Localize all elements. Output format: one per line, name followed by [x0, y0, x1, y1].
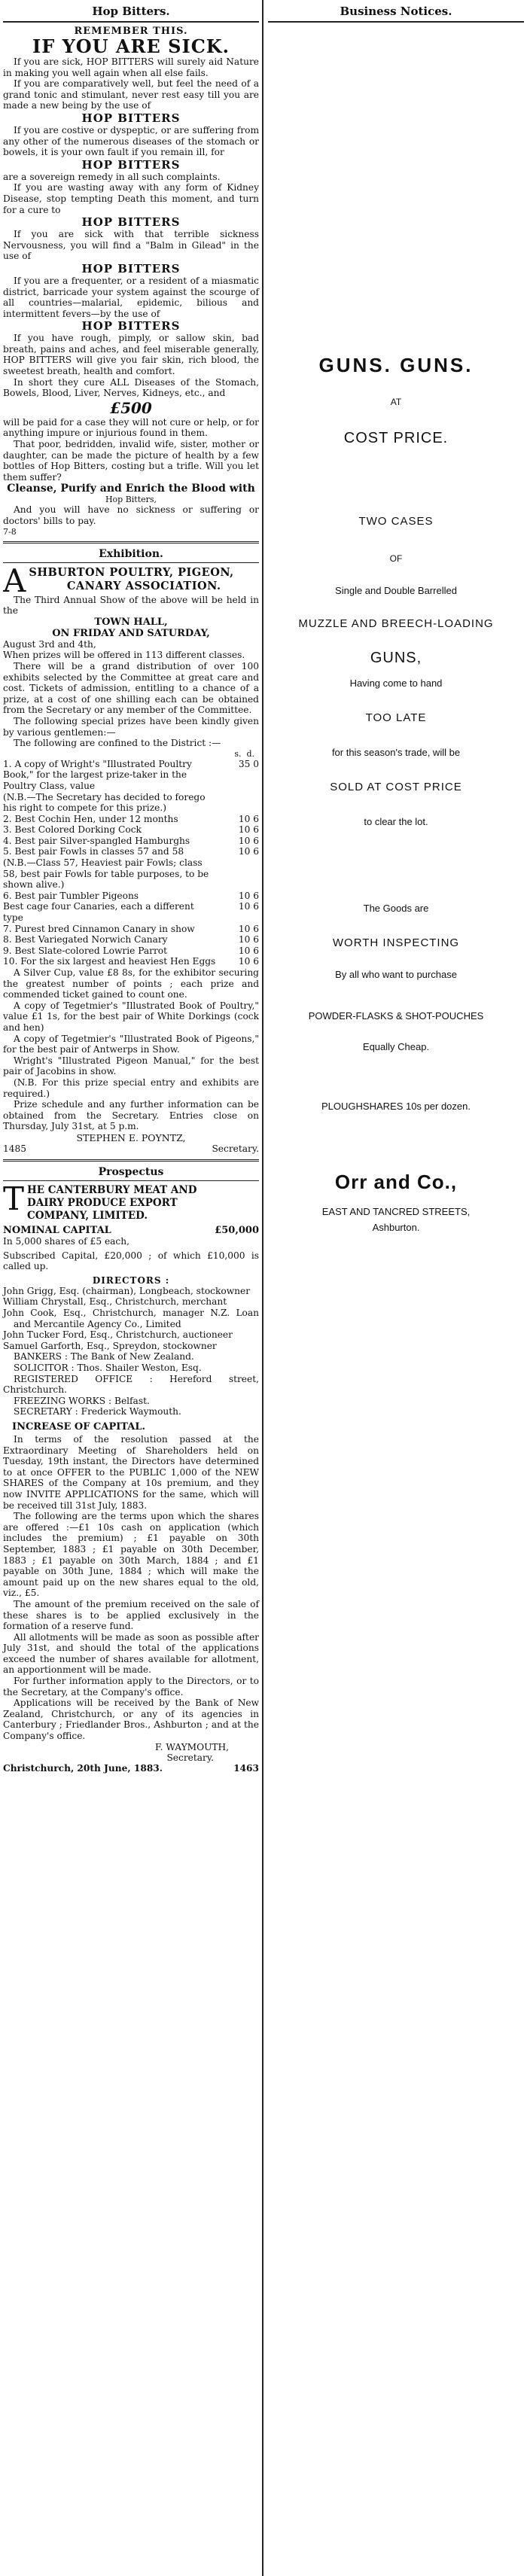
exhibition-para-7: Wright's "Illustrated Pigeon Manual," for the best pair of Jacobins in show. — [3, 1055, 259, 1077]
exhibition-title-1: SHBURTON POULTRY, PIGEON, — [29, 565, 234, 579]
exhibition-footer — [3, 1143, 259, 1155]
hop-para-1: If you are sick, HOP BITTERS will surely aid Nature in making you well again when all else fails. — [3, 56, 259, 78]
prospectus-ad — [3, 1184, 259, 1774]
at-line: AT — [390, 397, 402, 407]
prospectus-date: Christchurch, 20th June, 1883. — [3, 1762, 163, 1774]
prize-value: 10 6 — [238, 824, 259, 836]
equally-cheap: Equally Cheap. — [362, 1041, 430, 1052]
column-divider — [262, 0, 264, 2576]
exhibition-para-3: The following are confined to the District :— — [14, 738, 221, 749]
hop-para-6: If you are sick with that terrible sickness Nervousness, you will find a "Balm in Gilead" in the use of — [3, 229, 259, 262]
prize-text: 5. Best pair Fowls in classes 57 and 58 — [3, 846, 184, 857]
prize-value: 10 6 — [238, 956, 259, 967]
hop-para-4: are a sovereign remedy in all such complaints. — [3, 171, 221, 182]
secretary-line: SECRETARY : Frederick Waymouth. — [14, 1406, 181, 1417]
bankers-line: BANKERS : The Bank of New Zealand. — [14, 1351, 194, 1363]
directors-list — [3, 1286, 259, 1352]
firm-town: Ashburton. — [372, 1222, 420, 1233]
prospectus-title-1: HE CANTERBURY MEAT AND — [27, 1183, 197, 1196]
guns-ad — [268, 354, 524, 1233]
cost-price: COST PRICE. — [343, 430, 449, 446]
muzzle-breech: MUZZLE AND BREECH-LOADING — [298, 617, 494, 630]
prize-value: 10 6 — [238, 890, 259, 901]
prize-item — [3, 934, 259, 945]
exhibition-para-8: (N.B. For this prize special entry and exhibits are required.) — [3, 1076, 259, 1099]
hop-bitters-line-1: HOP BITTERS — [81, 111, 181, 125]
prize-text: 10. For the six largest and heaviest Hen Eggs — [3, 956, 216, 967]
prize-value — [217, 857, 259, 891]
hop-bitters-line-3: HOP BITTERS — [81, 215, 181, 230]
prize-text: 6. Best pair Tumbler Pigeons — [3, 890, 139, 901]
prospectus-ref: 1463 — [233, 1762, 259, 1774]
exhibition-header: Exhibition. — [3, 548, 259, 563]
too-late: TOO LATE — [365, 711, 427, 724]
worth-inspecting: WORTH INSPECTING — [332, 936, 460, 949]
having-come: Having come to hand — [349, 677, 443, 689]
prize-text: 1. A copy of Wright's "Illustrated Poultry Book," for the largest prize-taker in the Poultry Class, value — [3, 758, 192, 791]
director-entry: Samuel Garforth, Esq., Spreydon, stockowner — [3, 1340, 217, 1351]
nominal-capital — [3, 1226, 259, 1237]
left-column — [3, 0, 259, 1774]
ploughshares: PLOUGHSHARES 10s per dozen. — [321, 1101, 471, 1112]
season-line: for this season's trade, will be — [331, 747, 461, 758]
prize-item — [3, 814, 259, 825]
exhibition-para-9: Prize schedule and any further information can be obtained from the Secretary. Entries close on Thursday, July 31st, at 5 p.m. — [3, 1099, 259, 1132]
solicitor-line: SOLICITOR : Thos. Shailer Weston, Esq. — [14, 1363, 202, 1374]
prize-text: 7. Purest bred Cinnamon Canary in show — [3, 923, 195, 934]
prize-value: 35 0 — [238, 758, 259, 769]
prize-value: 10 6 — [238, 923, 259, 934]
drop-cap-t: T — [3, 1183, 25, 1217]
shares-line: In 5,000 shares of £5 each, — [3, 1236, 129, 1247]
hop-para-12: And you will have no sickness or suffering or doctors' bills to pay. — [3, 504, 259, 526]
prize-item — [3, 857, 259, 891]
divider — [3, 1159, 259, 1162]
prospectus-para-3: The amount of the premium received on the sale of these shares is to be applied exclusively in the formation of a reserve fund. — [3, 1598, 259, 1632]
prize-text: Best cage four Canaries, each a different type — [3, 901, 194, 924]
prize-item — [3, 901, 259, 923]
guns-line: GUNS, — [370, 650, 422, 666]
goods-are: The Goods are — [363, 903, 429, 914]
of-line: OF — [389, 553, 403, 564]
by-all: By all who want to purchase — [335, 969, 457, 980]
clear-lot: to clear the lot. — [364, 816, 428, 827]
prize-value: 10 6 — [238, 846, 259, 857]
powder-flasks: POWDER-FLASKS & SHOT-POUCHES — [308, 1010, 484, 1022]
hop-para-10: will be paid for a case they will not cure or help, or for anything impure or injurious found in them. — [3, 416, 259, 439]
prize-text: 9. Best Slate-colored Lowrie Parrot — [3, 945, 168, 956]
prospectus-signature: F. WAYMOUTH, — [155, 1741, 229, 1752]
prize-text: 2. Best Cochin Hen, under 12 months — [3, 813, 178, 824]
hop-bitters-header: Hop Bitters. — [3, 0, 259, 23]
currency-header: s. d. — [234, 748, 254, 759]
prospectus-para-1: In terms of the resolution passed at the Extraordinary Meeting of Shareholders held on Tuesday, 19th instant, the Directors have determined to at once OFFER to the PUBLIC 1,000 of the NEW SHARES of the Company at 10s premium, and they now INVITE APPLICATIONS for the same, which will be received till 31st July, 1883. — [3, 1434, 259, 1511]
prospectus-para-2: The following are the terms upon which the shares are offered :—£1 10s cash on application (which includes the premium) ; £1 payable on 30th September, 1883 ; £1 payable on 30th December, 1883 ; £1 payable on 30th March, 1884 ; and £1 payable on 30th June, 1884 ; which will make the amount paid up on the new shares equal to the old, viz., £5. — [3, 1511, 259, 1599]
prize-item — [3, 759, 259, 792]
hop-bitters-line-4: HOP BITTERS — [81, 261, 181, 276]
hop-bitters-line-2: HOP BITTERS — [81, 157, 181, 172]
two-cases: TWO CASES — [358, 515, 434, 528]
reward-amount: £500 — [110, 398, 152, 417]
cleanse-line: Cleanse, Purify and Enrich the Blood with — [7, 483, 255, 495]
exhibition-para-1: There will be a grand distribution of over 100 exhibits selected by the Committee at great care and cost. Tickets of admission, entitling to a chance of a prize, at a cost of one shilling each can be obtained from the Secretary or any member of the Committee. — [3, 660, 259, 716]
exhibition-intro: The Third Annual Show of the above will be held in the — [3, 594, 259, 617]
hop-bitters-ad — [3, 26, 259, 537]
director-entry: John Grigg, Esq. (chairman), Longbeach, stockowner — [3, 1285, 251, 1296]
office-line: REGISTERED OFFICE : Hereford street, Christchurch. — [3, 1373, 259, 1396]
exhibition-para-4: A Silver Cup, value £8 8s, for the exhibitor securing the greatest number of points ; each prize and commended ticket gained to count one. — [3, 967, 259, 1000]
exhibition-title-2: CANARY ASSOCIATION. — [66, 579, 221, 592]
show-dates: ON FRIDAY AND SATURDAY, — [52, 627, 210, 639]
right-column — [268, 0, 524, 1233]
prize-item — [3, 891, 259, 902]
prospectus-para-6: Applications will be received by the Bank of New Zealand, Christchurch, or any of its agencies in Canterbury ; Friedlander Bros., Ashburton ; and at the Company's office. — [3, 1698, 259, 1742]
exhibition-para-5: A copy of Tegetmier's "Illustrated Book of Poultry," value £1 1s, for the best pair of White Dorkings (cock and hen) — [3, 1000, 259, 1033]
works-line: FREEZING WORKS : Belfast. — [14, 1395, 150, 1406]
exhibition-signature: STEPHEN E. POYNTZ, — [76, 1131, 186, 1143]
prize-text: 4. Best pair Silver-spangled Hamburghs — [3, 835, 190, 846]
prospectus-para-4: All allotments will be made as soon as possible after July 31st, and should the total of the applications exceed the number of shares available for allotment, an apportionment will be made. — [3, 1631, 259, 1676]
sold-at-cost: SOLD AT COST PRICE — [330, 781, 462, 793]
subscribed-line: Subscribed Capital, £20,000 ; of which £10,000 is called up. — [3, 1250, 259, 1272]
exhibition-role: Secretary. — [212, 1143, 259, 1154]
prize-item — [3, 836, 259, 847]
increase-heading: INCREASE OF CAPITAL. — [12, 1421, 146, 1433]
hop-para-8: If you have rough, pimply, or sallow skin, bad breath, pains and aches, and feel miserable generally, HOP BITTERS will give you fair skin, rich blood, the sweetest breath, health and comfort. — [3, 333, 259, 377]
capital-label: NOMINAL CAPITAL — [3, 1224, 111, 1236]
directors-heading: DIRECTORS : — [92, 1274, 170, 1286]
prospectus-header: Prospectus — [3, 1166, 259, 1181]
prize-list — [3, 759, 259, 967]
drop-cap-a: A — [3, 565, 26, 595]
prize-value: 10 6 — [238, 945, 259, 956]
hop-bitters-small: Hop Bitters, — [105, 495, 157, 505]
prospectus-para-5: For further information apply to the Directors, or to the Secretary, at the Company's office. — [3, 1676, 259, 1698]
exhibition-prizes: When prizes will be offered in 113 different classes. — [3, 650, 245, 661]
prize-text: (N.B.—The Secretary has decided to forego his right to compete for this prize.) — [3, 791, 206, 814]
firm-street: EAST AND TANCRED STREETS, — [321, 1206, 471, 1217]
prize-item — [3, 924, 259, 935]
prize-item — [3, 846, 259, 857]
prospectus-footer — [3, 1763, 259, 1774]
hop-para-9: In short they cure ALL Diseases of the Stomach, Bowels, Blood, Liver, Nerves, Kidneys, etc., and — [3, 376, 259, 399]
prize-text: 3. Best Colored Dorking Cock — [3, 824, 142, 836]
prize-item — [3, 956, 259, 967]
exhibition-para-6: A copy of Tegetmier's "Illustrated Book of Pigeons," for the best pair of Antwerps in Show. — [3, 1033, 259, 1055]
show-dates-2: August 3rd and 4th, — [3, 638, 96, 650]
hop-para-3: If you are costive or dyspeptic, or are suffering from any other of the numerous diseases of the stomach or bowels, it is your own fault if you remain ill, for — [3, 124, 259, 158]
director-entry: John Tucker Ford, Esq., Christchurch, auctioneer — [3, 1329, 233, 1341]
business-notices-header: Business Notices. — [268, 0, 524, 23]
prize-item — [3, 792, 259, 814]
prize-text: 8. Best Variegated Norwich Canary — [3, 934, 168, 945]
hop-para-2: If you are comparatively well, but feel the need of a grand tonic and stimulant, never rest easy till you are made a new being by the use of — [3, 78, 259, 111]
director-entry: William Chrystall, Esq., Christchurch, merchant — [3, 1296, 227, 1308]
hop-ref: 7-8 — [3, 526, 17, 537]
remember-line: REMEMBER THIS. — [74, 26, 188, 37]
exhibition-ad — [3, 566, 259, 1155]
exhibition-para-2: The following special prizes have been kindly given by various gentlemen:— — [3, 715, 259, 738]
prize-text: (N.B.—Class 57, Heaviest pair Fowls; class 58, best pair Fowls for table purposes, to be shown alive.) — [3, 857, 209, 891]
prospectus-role: Secretary. — [166, 1752, 214, 1763]
prize-value: 10 6 — [238, 835, 259, 846]
hop-para-11: That poor, bedridden, invalid wife, sister, mother or daughter, can be made the picture of health by a few bottles of Hop Bitters, costing but a trifle. Will you let them suffer? — [3, 439, 259, 483]
town-hall: TOWN HALL, — [94, 616, 168, 628]
prize-item — [3, 824, 259, 836]
prize-value: 10 6 — [238, 813, 259, 824]
prospectus-title-3: COMPANY, LIMITED. — [27, 1209, 148, 1222]
hop-bitters-line-5: HOP BITTERS — [81, 319, 181, 333]
prize-value — [217, 792, 259, 814]
capital-value: £50,000 — [215, 1224, 259, 1236]
prize-item — [3, 945, 259, 957]
prize-value: 10 6 — [238, 901, 259, 912]
single-double: Single and Double Barrelled — [335, 585, 457, 596]
exhibition-ref: 1485 — [3, 1143, 27, 1154]
prize-value: 10 6 — [238, 934, 259, 945]
prospectus-title-2: DAIRY PRODUCE EXPORT — [27, 1196, 178, 1209]
hop-title: IF YOU ARE SICK. — [32, 35, 230, 57]
hop-para-7: If you are a frequenter, or a resident of a miasmatic district, barricade your system against the scourge of all countries—malarial, epidemic, bilious and intermittent fevers—by the use of — [3, 275, 259, 319]
firm-name: Orr and Co., — [334, 1171, 458, 1193]
director-entry: John Cook, Esq., Christchurch, manager N.Z. Loan and Mercantile Agency Co., Limited — [3, 1308, 259, 1329]
divider — [3, 541, 259, 544]
guns-headline: GUNS. GUNS. — [318, 354, 474, 376]
hop-para-5: If you are wasting away with any form of Kidney Disease, stop tempting Death this moment, and turn for a cure to — [3, 182, 259, 215]
